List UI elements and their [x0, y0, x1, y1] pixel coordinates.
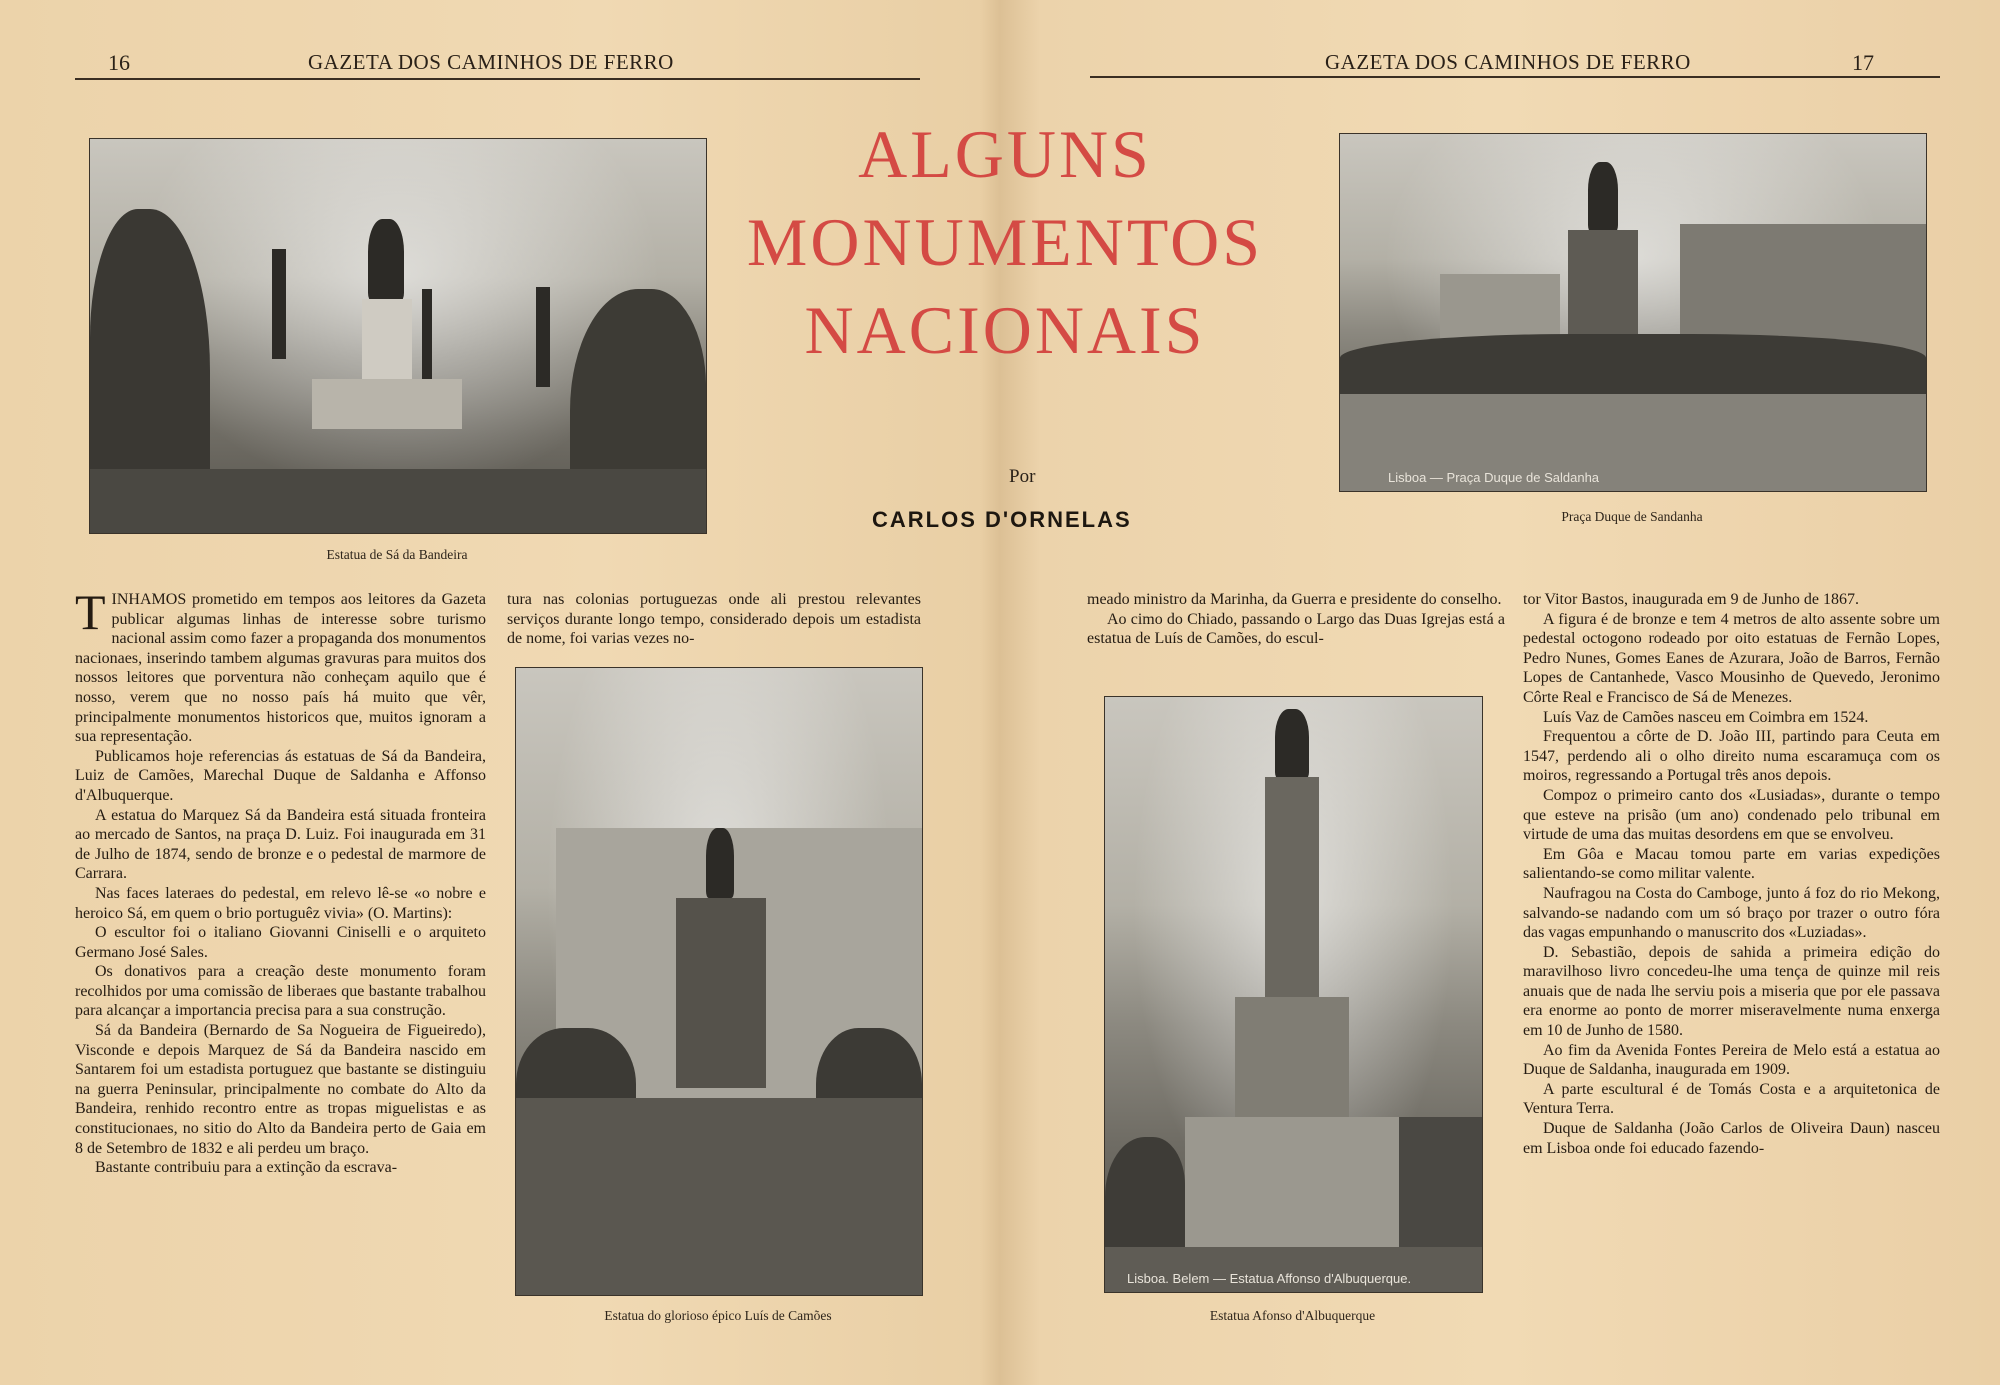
caption-praca-saldanha: Praça Duque de Sandanha — [1561, 509, 1703, 524]
title-line-2: MONUMENTOS — [746, 204, 1264, 280]
paragraph: Nas faces lateraes do pedestal, em relevo lê-se «o nobre e heroico Sá, em quem o brio portuguêz vivia» (O. Martins): — [75, 884, 486, 922]
paragraph: Bastante contribuiu para a extinção da escrava- — [95, 1159, 398, 1177]
byline-por: Por — [1009, 466, 1036, 487]
left-running-header: GAZETA DOS CAMINHOS DE FERRO — [308, 50, 674, 74]
paragraph: Sá da Bandeira (Bernardo de Sa Nogueira de Figueiredo), Visconde e depois Marquez de Sá da Bandeira nascido em Santarem foi um estadista portuguez que bastante se distinguiu na guerra Peninsular, principalmente no combate do Alto da Bandeira, renhido recontro entre as tropas miguelistas e as constitucionaes, no sitio do Alto da Bandeira perto de Gaia em 8 de Setembro de 1832 e ali perdeu um braço. — [75, 1022, 486, 1157]
paragraph: Compoz o primeiro canto dos «Lusiadas», durante o tempo que esteve na prisão (um ano) condenado pelo tribunal em virtude de uma das muitas desordens em que se envolveu. — [1523, 786, 1940, 844]
drop-cap: T — [75, 584, 106, 640]
paragraph: Os donativos para a creação deste monumento foram recolhidos por uma comissão de liberaes que bastante trabalhou para alcançar a importancia precisa para a sua construção. — [75, 963, 486, 1020]
right-running-header: GAZETA DOS CAMINHOS DE FERRO — [1325, 50, 1691, 74]
author-name: CARLOS D'ORNELAS — [872, 507, 1132, 532]
paragraph: O escultor foi o italiano Giovanni Ciniselli e o arquiteto Germano José Sales. — [75, 924, 486, 961]
paragraph: Ao fim da Avenida Fontes Pereira de Melo está a estatua ao Duque de Saldanha, inaugurada em 1909. — [1523, 1041, 1940, 1079]
paragraph: D. Sebastião, depois de sahida a primeira edição do maravilhoso livro concedeu-lhe uma tença de quinze mil reis anuais que de nada lhe serviu pois a miseria que por ele passava era enorme ao ponto de morrer miseravelmente numa enxerga em 10 de Junho de 1580. — [1523, 943, 1940, 1040]
paragraph: A estatua do Marquez Sá da Bandeira está situada fronteira ao mercado de Santos, na praça D. Luiz. Foi inaugurada em 31 de Julho de 1874, sendo de bronze e o pedestal de marmore de Carrara. — [75, 806, 486, 883]
photo-camoes — [515, 667, 923, 1296]
paragraph: Em Gôa e Macau tomou parte em varias expedições salientando-se como militar valente. — [1523, 845, 1940, 883]
title-line-3: NACIONAIS — [804, 292, 1206, 368]
photo-albuquerque — [1104, 696, 1483, 1293]
paragraph: meado ministro da Marinha, da Guerra e presidente do conselho. — [1087, 591, 1502, 608]
article-column-1 — [75, 584, 486, 1178]
right-page-number: 17 — [1852, 50, 1874, 75]
article-title — [720, 110, 1290, 374]
paragraph: Naufragou na Costa do Camboge, junto á foz do rio Mekong, salvando-se nadando com um só braço por trazer o outro fóra das vagas empunhando o manuscrito dos «Luziadas». — [1523, 884, 1940, 942]
paragraph: tura nas colonias portuguezas onde ali prestou relevantes serviços durante longo tempo, considerado depois um estadista de nome, foi varias vezes no- — [507, 591, 921, 648]
article-column-3 — [1087, 590, 1505, 649]
photo-sa-da-bandeira — [89, 138, 707, 534]
caption-albuquerque: Estatua Afonso d'Albuquerque — [1209, 1308, 1376, 1323]
article-column-4 — [1523, 590, 1940, 1158]
albuquerque-photo-imprint: Lisboa. Belem — Estatua Affonso d'Albuquerque. — [1127, 1271, 1412, 1286]
paragraph: A parte escultural é de Tomás Costa e a arquitetonica de Ventura Terra. — [1523, 1080, 1940, 1118]
caption-sa-da-bandeira: Estatua de Sá da Bandeira — [326, 547, 468, 562]
paragraph: Publicamos hoje referencias ás estatuas de Sá da Bandeira, Luiz de Camões, Marechal Duque de Saldanha e Affonso d'Albuquerque. — [75, 747, 486, 804]
left-page-number: 16 — [108, 50, 130, 75]
photo-praca-saldanha — [1339, 133, 1927, 492]
caption-camoes: Estatua do glorioso épico Luís de Camões — [604, 1308, 832, 1323]
paragraph: TINHAMOS prometido em tempos aos leitores da Gazeta publicar algumas linhas de interesse sobre turismo nacional assim como fazer a propaganda dos monumentos nacionaes, inserindo tambem algumas gravuras para muitos dos nossos leitores que porventura não conheçam aquilo que é nosso, verem que no nosso país há muito que vêr, principalmente monumentos historicos que, muitos ignoram a sua representação. — [75, 584, 486, 746]
paragraph: tor Vitor Bastos, inaugurada em 9 de Junho de 1867. — [1523, 591, 1860, 608]
left-header-rule — [75, 78, 920, 80]
right-header-rule — [1090, 76, 1940, 78]
paragraph: Ao cimo do Chiado, passando o Largo das Duas Igrejas está a estatua de Luís de Camões, do escul- — [1087, 610, 1505, 648]
paragraph: Duque de Saldanha (João Carlos de Oliveira Daun) nasceu em Lisboa onde foi educado fazendo- — [1523, 1120, 1940, 1157]
title-line-1: ALGUNS — [858, 116, 1152, 192]
article-column-2 — [507, 590, 921, 649]
saldanha-photo-imprint: Lisboa — Praça Duque de Saldanha — [1388, 470, 1600, 485]
paragraph: Frequentou a côrte de D. João III, partindo para Ceuta em 1547, perdendo ali o olho direito numa escaramuça com os moiros, regressando a Portugal três anos depois. — [1523, 728, 1940, 785]
paragraph: A figura é de bronze e tem 4 metros de alto assente sobre um pedestal octogono rodeado por oito estatuas de Fernão Lopes, Pedro Nunes, Gomes Eanes de Azurara, João de Barros, Fernão Lopes de Cantanhede, Vasco Mousinho de Quevedo, Jeronimo Côrte Real e Francisco de Sá de Menezes. — [1523, 610, 1940, 706]
paragraph: Luís Vaz de Camões nasceu em Coimbra em 1524. — [1543, 708, 1869, 726]
